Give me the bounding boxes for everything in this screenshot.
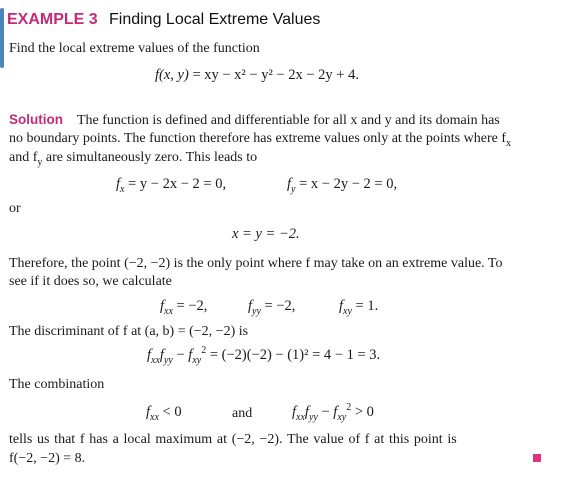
or-text: or <box>9 201 21 216</box>
equation-fy-rhs: = x − 2y − 2 = 0, <box>295 176 398 192</box>
condition-fxx: $f_{xx} < 0$ <box>146 404 182 423</box>
subscript-x: x <box>506 137 511 149</box>
solution-text-1: The function is defined and differentiable for all x and y and its domain has <box>77 113 500 128</box>
equation-fxx: $f_{xx} = -2$, <box>160 298 208 317</box>
discriminant-equation: $f_{xx}f_{yy} - f_{xy}^2 = (-2)(-2) - (1)^2 = 4 - 1 = 3$. <box>147 345 381 366</box>
condition-discriminant-value: > 0 <box>351 404 374 420</box>
solution-line-3 <box>9 148 257 168</box>
condition-fxx-value: < 0 <box>158 404 182 420</box>
function-lhs: f(x, y) <box>155 67 189 83</box>
therefore-line-1: Therefore, the point (−2, −2) is the only point where f may take on an extreme value. To <box>9 256 503 271</box>
equation-fy: $f_y = x - 2y - 2 = 0$, <box>287 176 398 195</box>
discriminant-text: The discriminant of f at (a, b) = (−2, −2) is <box>9 324 249 339</box>
function-definition <box>155 67 359 84</box>
equation-fxy-value: = 1. <box>351 298 379 314</box>
and-text: and <box>232 406 253 421</box>
equation-fyy-value: = −2, <box>260 298 296 314</box>
solution-line-1 <box>9 110 500 131</box>
equation-fyy: $f_{yy} = -2$, <box>248 298 296 317</box>
example-title: Finding Local Extreme Values <box>109 11 321 28</box>
equation-fxy: $f_{xy} = 1$. <box>339 298 379 317</box>
combination-text: The combination <box>9 377 105 392</box>
equation-fx-rhs: = y − 2x − 2 = 0, <box>124 176 227 192</box>
solution-text-3-start: and f <box>9 150 38 165</box>
function-rhs: = xy − x² − y² − 2x − 2y + 4. <box>188 67 359 83</box>
therefore-line-2: see if it does so, we calculate <box>9 274 172 289</box>
conclusion-line-2: f(−2, −2) = 8. <box>9 451 86 466</box>
example-label: EXAMPLE 3 <box>7 11 98 28</box>
equation-fx: $f_x = y - 2x - 2 = 0$, <box>116 176 227 195</box>
conclusion-line-1: tells us that f has a local maximum at (−2, −2). The value of f at this point is <box>9 432 457 447</box>
solution-label: Solution <box>9 112 63 127</box>
header-accent-bar <box>0 8 4 68</box>
equation-xy: x = y = −2. <box>232 226 300 242</box>
discriminant-rhs: = (−2)(−2) − (1)² = 4 − 1 = 3. <box>206 347 381 363</box>
condition-discriminant: $f_{xx}f_{yy} - f_{xy}^2 > 0$ <box>292 402 374 423</box>
solution-text-2: no boundary points. The function therefore has extreme values only at the points where f <box>9 131 506 146</box>
subscript-y: y <box>37 156 43 168</box>
solution-line-2 <box>9 129 511 149</box>
solution-text-3-end: are simultaneously zero. This leads to <box>42 150 258 165</box>
equation-fxx-value: = −2, <box>172 298 208 314</box>
end-of-example-mark <box>533 454 541 462</box>
intro-text: Find the local extreme values of the function <box>9 41 260 56</box>
